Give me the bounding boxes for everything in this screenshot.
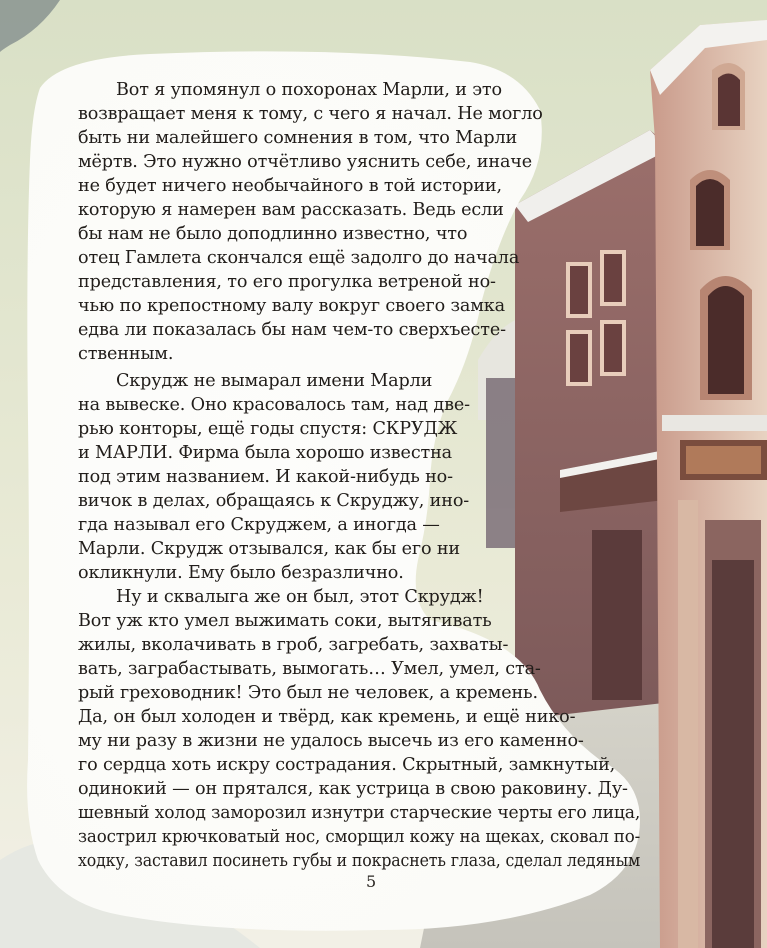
text-line: Ну и сквалыга же он был, этот Скрудж! (116, 587, 484, 607)
text-line: му ни разу в жизни не удалось высечь из его каменно- (78, 731, 584, 751)
text-line: бы нам не было доподлинно известно, что (78, 224, 468, 244)
text-line: Вот уж кто умел выжимать соки, вытягивать (78, 611, 492, 631)
front-house (650, 20, 767, 948)
text-line: под этим названием. И какой-нибудь но- (78, 467, 453, 487)
text-line: Скрудж не вымарал имени Марли (116, 371, 433, 391)
page-number: 5 (366, 872, 377, 891)
text-line: шевный холод заморозил изнутри старческие черты его лица, (78, 803, 641, 823)
text-line: которую я намерен вам рассказать. Ведь если (78, 200, 504, 220)
text-line: отец Гамлета скончался ещё задолго до начала (78, 248, 520, 268)
text-line: ходку, заставил посинеть губы и покраснеть глаза, сделал ледяным (78, 851, 641, 871)
text-line: вичок в делах, обращаясь к Скруджу, ино- (78, 491, 470, 511)
text-line: жилы, вколачивать в гроб, загребать, захваты- (78, 635, 509, 655)
text-line: рый греховодник! Это был не человек, а кремень. (78, 683, 538, 703)
text-line: чью по крепостному валу вокруг своего замка (78, 296, 505, 316)
text-line: го сердца хоть искру сострадания. Скрытный, замкнутый, (78, 755, 616, 775)
text-line: быть ни малейшего сомнения в том, что Марли (78, 128, 518, 148)
text-line: не будет ничего необычайного в той истории, (78, 176, 502, 196)
text-line: Вот я упомянул о похоронах Марли, и это (116, 80, 502, 100)
text-line: возвращает меня к тому, с чего я начал. Не могло (78, 104, 543, 124)
text-line: рью конторы, ещё годы спустя: СКРУДЖ (78, 419, 458, 439)
text-line: окликнули. Ему было безразлично. (78, 563, 404, 583)
text-line: ственным. (78, 344, 174, 364)
text-line: Марли. Скрудж отзывался, как бы его ни (78, 539, 460, 559)
text-line: Да, он был холоден и твёрд, как кремень, и ещё нико- (78, 707, 576, 727)
text-line: заострил крючковатый нос, сморщил кожу на щеках, сковал по- (78, 827, 641, 847)
text-line: и МАРЛИ. Фирма была хорошо известна (78, 443, 453, 463)
text-line: представления, то его прогулка ветреной но- (78, 272, 496, 292)
text-line: вать, заграбастывать, вымогать… Умел, умел, ста- (78, 659, 541, 679)
text-line: гда называл его Скруджем, а иногда — (78, 515, 440, 535)
text-line: едва ли показалась бы нам чем-то сверхъесте- (78, 320, 506, 340)
text-line: на вывеске. Оно красовалось там, над две- (78, 395, 470, 415)
text-line: мёртв. Это нужно отчётливо уяснить себе, иначе (78, 152, 533, 172)
text-line: одинокий — он прятался, как устрица в свою раковину. Ду- (78, 779, 628, 799)
